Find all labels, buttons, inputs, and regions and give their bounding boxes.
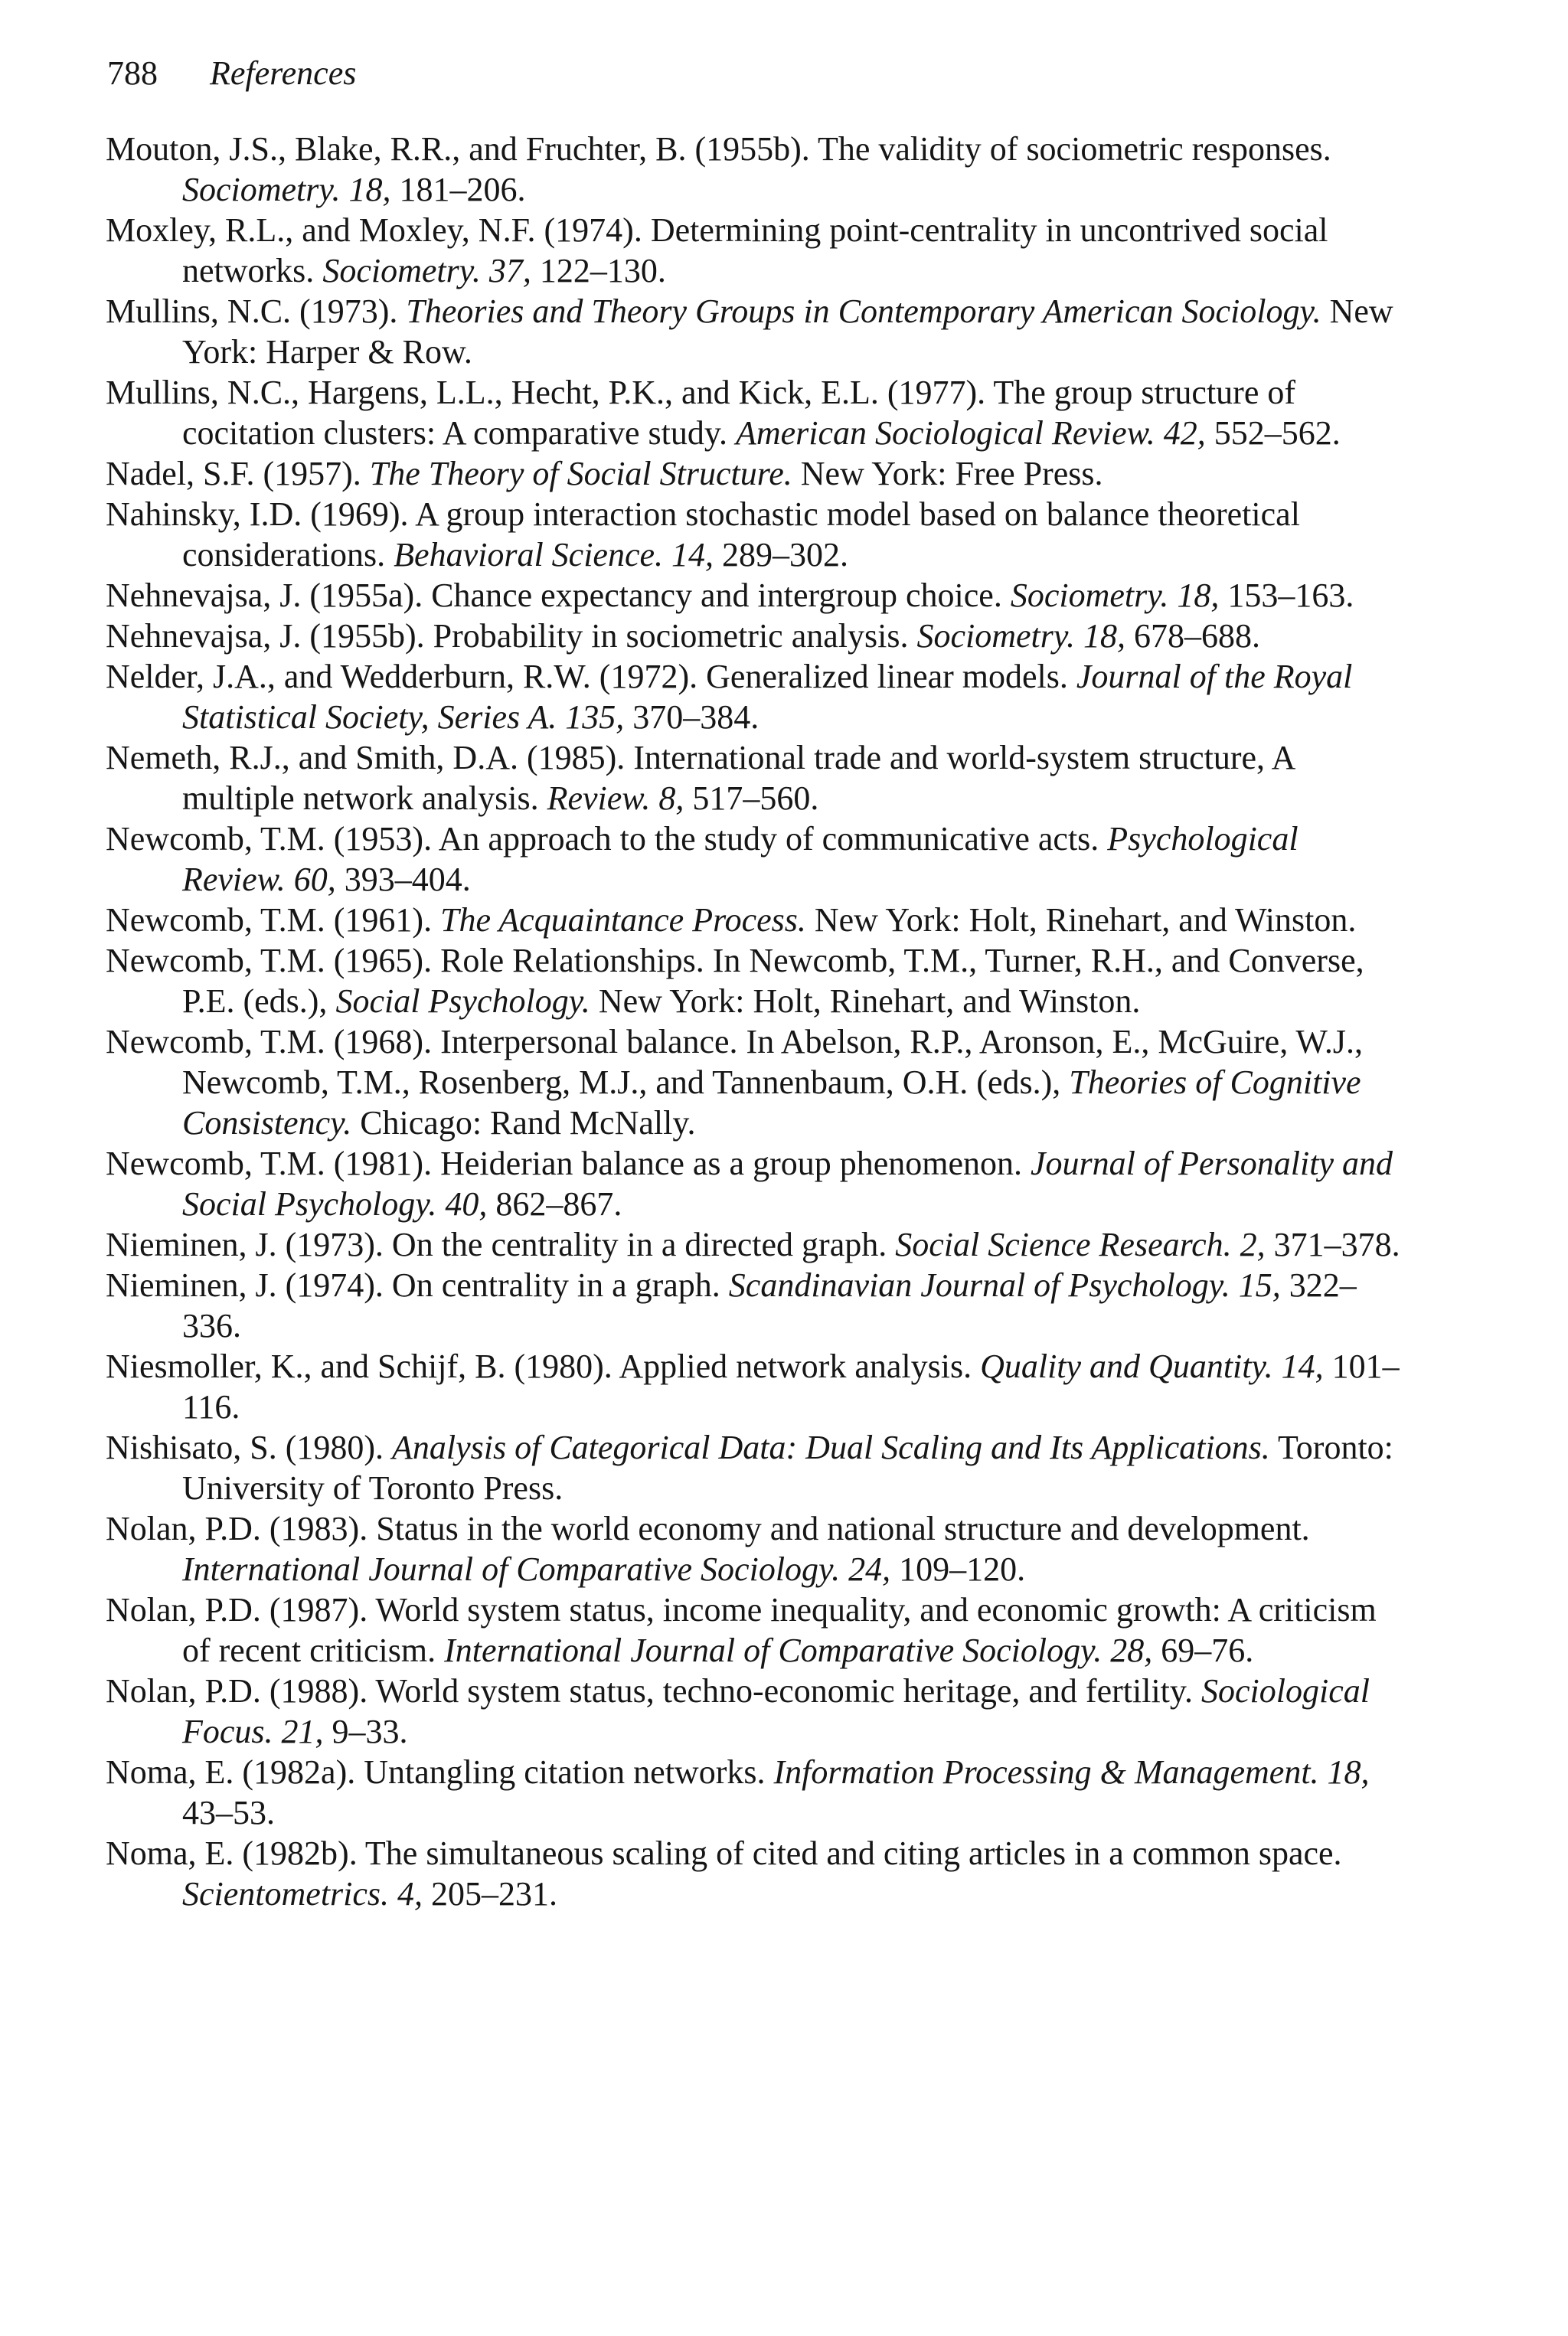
reference-source: Quality and Quantity. 14, bbox=[980, 1348, 1324, 1385]
reference-pages: 678–688. bbox=[1125, 617, 1260, 655]
reference-source: Theories of Cognitive Consistency. bbox=[182, 1063, 1361, 1142]
running-title: References bbox=[210, 54, 357, 92]
reference-pages: New York: Holt, Rinehart, and Winston. bbox=[805, 901, 1357, 939]
reference-list bbox=[106, 129, 1407, 1914]
reference-text: Nieminen, J. (1974). On centrality in a graph. bbox=[106, 1266, 729, 1304]
reference-source: International Journal of Comparative Sociology. 28, bbox=[444, 1632, 1153, 1669]
reference-source: The Theory of Social Structure. bbox=[369, 455, 792, 492]
reference-pages: New York: Holt, Rinehart, and Winston. bbox=[590, 982, 1141, 1020]
reference-pages: 153–163. bbox=[1219, 577, 1354, 614]
reference-pages: 322–336. bbox=[182, 1266, 1357, 1344]
reference-text: Niesmoller, K., and Schijf, B. (1980). Applied network analysis. bbox=[106, 1348, 981, 1385]
reference-pages: 393–404. bbox=[335, 861, 471, 898]
reference-text: Nelder, J.A., and Wedderburn, R.W. (1972). Generalized linear models. bbox=[106, 658, 1076, 695]
reference-text: Nadel, S.F. (1957). bbox=[106, 455, 370, 492]
reference-source: Review. 8, bbox=[547, 779, 684, 817]
reference-entry bbox=[106, 1589, 1407, 1671]
reference-pages: 181–206. bbox=[390, 171, 526, 208]
reference-pages: 9–33. bbox=[323, 1713, 408, 1750]
reference-entry bbox=[106, 1224, 1407, 1265]
reference-pages: New York: Harper & Row. bbox=[182, 292, 1393, 371]
reference-pages: Toronto: University of Toronto Press. bbox=[182, 1429, 1393, 1507]
reference-text: Nahinsky, I.D. (1969). A group interaction stochastic model based on balance theoretical considerations. bbox=[106, 495, 1300, 573]
reference-text: Moxley, R.L., and Moxley, N.F. (1974). Determining point-centrality in uncontrived social networks. bbox=[106, 211, 1328, 289]
reference-entry bbox=[106, 129, 1407, 210]
reference-entry bbox=[106, 1508, 1407, 1589]
reference-source: Sociometry. 37, bbox=[322, 252, 531, 289]
reference-entry bbox=[106, 494, 1407, 575]
reference-pages: 109–120. bbox=[890, 1550, 1026, 1588]
reference-text: Newcomb, T.M. (1968). Interpersonal balance. In Abelson, R.P., Aronson, E., McGuire, W.J., Newcomb, T.M., Rosenberg, M.J., and Tannenbaum, O.H. (eds.), bbox=[106, 1023, 1364, 1101]
reference-source: American Sociological Review. 42, bbox=[735, 414, 1206, 452]
reference-entry bbox=[106, 1346, 1407, 1427]
reference-source: The Acquaintance Process. bbox=[440, 901, 806, 939]
reference-source: Information Processing & Management. 18, bbox=[773, 1753, 1370, 1791]
reference-text: Newcomb, T.M. (1981). Heiderian balance as a group phenomenon. bbox=[106, 1145, 1031, 1182]
reference-text: Mouton, J.S., Blake, R.R., and Fruchter, B. (1955b). The validity of sociometric responses. bbox=[106, 130, 1331, 168]
reference-source: Sociological Focus. 21, bbox=[182, 1672, 1370, 1750]
reference-entry bbox=[106, 1021, 1407, 1143]
reference-pages: New York: Free Press. bbox=[792, 455, 1103, 492]
reference-entry bbox=[106, 1265, 1407, 1346]
reference-entry bbox=[106, 372, 1407, 453]
reference-entry bbox=[106, 1427, 1407, 1508]
reference-text: Nolan, P.D. (1983). Status in the world economy and national structure and development. bbox=[106, 1510, 1310, 1547]
reference-pages: 205–231. bbox=[423, 1875, 558, 1913]
reference-text: Nemeth, R.J., and Smith, D.A. (1985). International trade and world-system structure, A multiple network analysis. bbox=[106, 739, 1294, 817]
reference-entry bbox=[106, 1752, 1407, 1833]
reference-text: Noma, E. (1982a). Untangling citation networks. bbox=[106, 1753, 774, 1791]
reference-pages: 862–867. bbox=[487, 1185, 622, 1223]
reference-source: Sociometry. 18, bbox=[1010, 577, 1220, 614]
reference-entry bbox=[106, 575, 1407, 616]
reference-source: Psychological Review. 60, bbox=[182, 820, 1298, 898]
reference-source: Journal of Personality and Social Psychology. 40, bbox=[182, 1145, 1393, 1223]
reference-source: International Journal of Comparative Sociology. 24, bbox=[182, 1550, 891, 1588]
reference-entry bbox=[106, 210, 1407, 291]
reference-entry bbox=[106, 737, 1407, 818]
reference-entry bbox=[106, 291, 1407, 372]
reference-text: Nehnevajsa, J. (1955a). Chance expectancy and intergroup choice. bbox=[106, 577, 1011, 614]
reference-source: Behavioral Science. 14, bbox=[394, 536, 714, 573]
reference-entry bbox=[106, 940, 1407, 1021]
reference-source: Social Science Research. 2, bbox=[895, 1226, 1266, 1263]
reference-entry bbox=[106, 453, 1407, 494]
reference-source: Scandinavian Journal of Psychology. 15, bbox=[728, 1266, 1281, 1304]
reference-pages: 101–116. bbox=[182, 1348, 1400, 1426]
reference-text: Nieminen, J. (1973). On the centrality in a directed graph. bbox=[106, 1226, 896, 1263]
reference-pages: 122–130. bbox=[531, 252, 666, 289]
reference-entry bbox=[106, 900, 1407, 940]
reference-text: Newcomb, T.M. (1953). An approach to the study of communicative acts. bbox=[106, 820, 1108, 858]
reference-pages: 370–384. bbox=[624, 698, 760, 736]
reference-source: Analysis of Categorical Data: Dual Scaling and Its Applications. bbox=[392, 1429, 1270, 1466]
reference-pages: 289–302. bbox=[714, 536, 849, 573]
reference-text: Noma, E. (1982b). The simultaneous scaling of cited and citing articles in a common space. bbox=[106, 1834, 1342, 1872]
reference-entry bbox=[106, 656, 1407, 737]
reference-text: Mullins, N.C. (1973). bbox=[106, 292, 407, 330]
reference-pages: 517–560. bbox=[684, 779, 819, 817]
reference-pages: 69–76. bbox=[1152, 1632, 1254, 1669]
reference-text: Nolan, P.D. (1987). World system status, income inequality, and economic growth: A criticism of recent criticism. bbox=[106, 1591, 1377, 1669]
reference-text: Nehnevajsa, J. (1955b). Probability in sociometric analysis. bbox=[106, 617, 917, 655]
reference-entry bbox=[106, 616, 1407, 656]
running-head bbox=[107, 43, 356, 104]
reference-text: Nishisato, S. (1980). bbox=[106, 1429, 392, 1466]
reference-pages: 43–53. bbox=[182, 1794, 275, 1831]
page-number: 788 bbox=[107, 54, 158, 92]
reference-text: Newcomb, T.M. (1965). Role Relationships. In Newcomb, T.M., Turner, R.H., and Converse, P.E. (eds.), bbox=[106, 942, 1364, 1020]
reference-source: Sociometry. 18, bbox=[916, 617, 1125, 655]
reference-source: Social Psychology. bbox=[335, 982, 590, 1020]
reference-source: Journal of the Royal Statistical Society, Series A. 135, bbox=[182, 658, 1353, 736]
reference-source: Sociometry. 18, bbox=[182, 171, 391, 208]
reference-entry bbox=[106, 1671, 1407, 1752]
reference-text: Nolan, P.D. (1988). World system status, techno-economic heritage, and fertility. bbox=[106, 1672, 1202, 1710]
reference-pages: 552–562. bbox=[1205, 414, 1341, 452]
reference-text: Newcomb, T.M. (1961). bbox=[106, 901, 441, 939]
reference-source: Scientometrics. 4, bbox=[182, 1875, 423, 1913]
reference-text: Mullins, N.C., Hargens, L.L., Hecht, P.K., and Kick, E.L. (1977). The group structure of cocitation clusters: A comparative study. bbox=[106, 374, 1296, 452]
reference-pages: Chicago: Rand McNally. bbox=[351, 1104, 696, 1142]
reference-pages: 371–378. bbox=[1265, 1226, 1400, 1263]
reference-entry bbox=[106, 1833, 1407, 1914]
reference-entry bbox=[106, 818, 1407, 900]
reference-source: Theories and Theory Groups in Contemporary American Sociology. bbox=[406, 292, 1321, 330]
reference-entry bbox=[106, 1143, 1407, 1224]
